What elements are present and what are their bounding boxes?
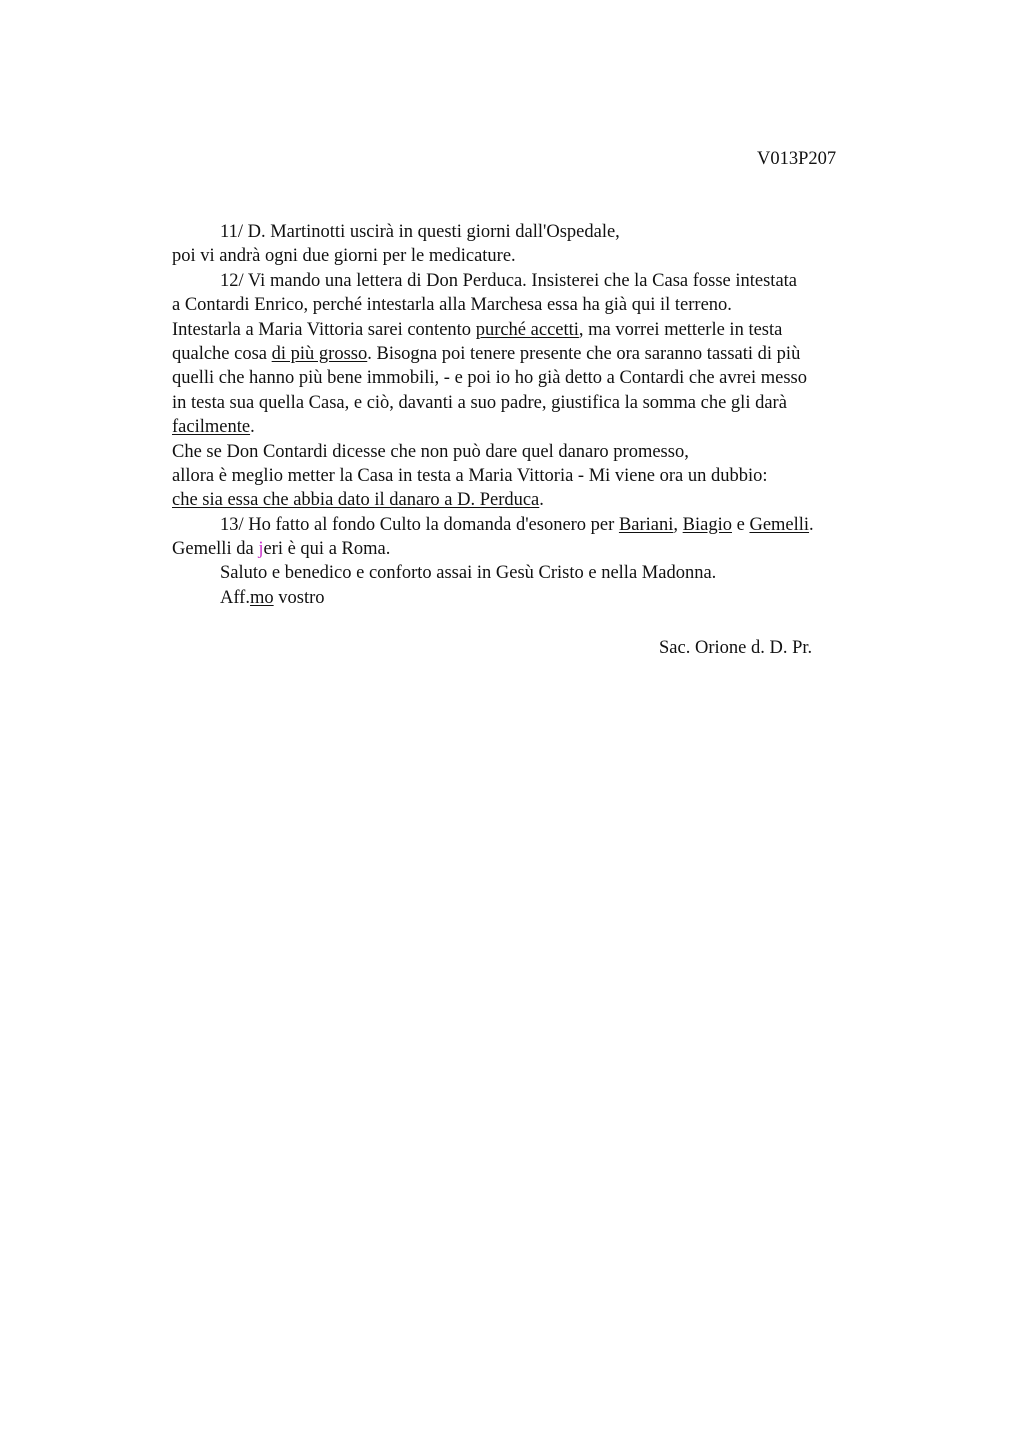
letter-line [172, 488, 932, 512]
line-text: , ma vorrei metterle in testa [578, 319, 783, 340]
underlined-text: Gemelli [749, 514, 810, 535]
letter-line [172, 415, 932, 439]
line-text: poi vi andrà ogni due giorni per le medicature. [172, 246, 516, 267]
letter-body [172, 220, 932, 610]
underlined-text: Bariani [618, 514, 674, 535]
underlined-text: facilmente [172, 417, 251, 438]
letter-line [172, 440, 932, 464]
underlined-text: mo [249, 587, 274, 608]
line-text: 11/ D. Martinotti uscirà in questi giorni dall'Ospedale, [220, 222, 620, 242]
letter-line [172, 220, 932, 244]
line-text: , [673, 514, 683, 535]
letter-line [172, 293, 932, 317]
letter-line [172, 561, 932, 585]
letter-line [172, 586, 932, 610]
letter-line [172, 342, 932, 366]
letter-line [172, 269, 932, 293]
line-text: Saluto e benedico e conforto assai in Gesù Cristo e nella Madonna. [220, 563, 717, 584]
line-text: vostro [273, 587, 325, 608]
line-text: quelli che hanno più bene immobili, - e poi io ho già detto a Contardi che avrei messo [172, 368, 808, 389]
document-reference: V013P207 [757, 149, 837, 169]
line-text: . [250, 417, 255, 438]
letter-line [172, 244, 932, 268]
letter-line [172, 464, 932, 488]
signature: Sac. Orione d. D. Pr. [659, 638, 813, 658]
underlined-text: di più grosso [271, 343, 368, 364]
line-text: eri è qui a Roma. [263, 539, 391, 560]
line-text: Aff. [220, 587, 250, 608]
letter-line [172, 537, 932, 561]
letter-line [172, 513, 932, 537]
line-text: e [731, 514, 750, 535]
line-text: allora è meglio metter la Casa in testa a Maria Vittoria - Mi viene ora un dubbio: [172, 465, 768, 486]
line-text: Che se Don Contardi dicesse che non può dare quel danaro promesso, [172, 441, 689, 462]
line-text: 12/ Vi mando una lettera di Don Perduca. Insisterei che la Casa fosse intestata [220, 270, 798, 291]
line-text: Intestarla a Maria Vittoria sarei contento [172, 319, 476, 340]
line-text: . [539, 490, 544, 511]
underlined-text: Biagio [682, 514, 732, 535]
letter-line [172, 391, 932, 415]
highlighted-letter: j [258, 539, 264, 560]
line-text: qualche cosa [172, 343, 272, 364]
line-text: Gemelli da [172, 539, 259, 560]
letter-line [172, 366, 932, 390]
line-text: a Contardi Enrico, perché intestarla alla Marchesa essa ha già qui il terreno. [172, 295, 732, 316]
line-text: . [809, 514, 814, 535]
underlined-text: purché accetti [475, 319, 579, 340]
letter-line [172, 318, 932, 342]
line-text: . Bisogna poi tenere presente che ora saranno tassati di più [367, 343, 801, 364]
line-text: 13/ Ho fatto al fondo Culto la domanda d'esonero per [220, 514, 619, 535]
line-text: in testa sua quella Casa, e ciò, davanti a suo padre, giustifica la somma che gli darà [172, 392, 787, 413]
underlined-text: che sia essa che abbia dato il danaro a D. Perduca [172, 490, 540, 511]
